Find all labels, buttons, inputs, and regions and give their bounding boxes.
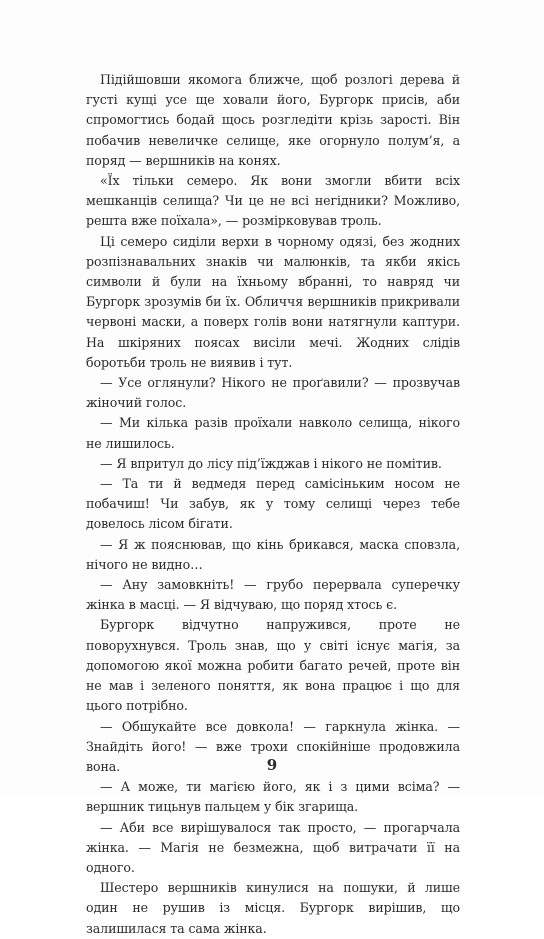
dialogue-line: — Аби все вирішувалося так просто, — прогарчала жінка. — Магія не безмежна, щоб витрачати її на одного. <box>86 819 460 875</box>
page-number: 9 <box>266 756 278 774</box>
paragraph: «Їх тільки семеро. Як вони змогли вбити всіх мешканців селища? Чи це не всі негідники? Можливо, решта вже поїхала», — розмірковував троль. <box>86 173 460 229</box>
dialogue-line: — Я ж пояснював, що кінь брикався, маска сповзла, нічого не видно… <box>86 536 460 572</box>
paragraph: Шестеро вершників кинулися на пошуки, й лише один не рушив із місця. Бургорк вирішив, що залишилася та сама жінка. <box>86 880 460 936</box>
paragraph: Ці семеро сиділи верхи в чорному одязі, без жодних розпізнавальних знаків чи малюнків, та якби якісь символи й були на їхньому вбранні, то навряд чи Бургорк зрозумів би їх. Обличчя вершників прикривали червоні маски, а поверх голів вони натягнули каптури. На шкіряних поясах висіли мечі. Жодних слідів боротьби троль не виявив і тут. <box>86 233 460 370</box>
body-text <box>86 70 460 939</box>
dialogue-line: — Усе оглянули? Нікого не проґавили? — прозвучав жіночий голос. <box>86 375 460 411</box>
dialogue-line: — Обшукайте все довкола! — гаркнула жінка. — Знайдіть його! — вже трохи спокійніше продовжила вона. <box>86 718 460 774</box>
paragraph: Бургорк відчутно напружився, проте не поворухнувся. Троль знав, що у світі існує магія, за допомогою якої можна робити багато речей, проте він не мав і зеленого поняття, як вона працює і що для цього потрібно. <box>86 617 460 714</box>
paragraph: Підійшовши якомога ближче, щоб розлогі дерева й густі кущі усе ще ховали його, Бургорк присів, аби спромогтись бодай щось розгледіти крізь зарості. Він побачив невеличке селище, яке огорнуло полум’я, а поряд — вершників на конях. <box>86 72 460 168</box>
dialogue-line: — Ми кілька разів проїхали навколо селища, нікого не лишилось. <box>86 415 460 451</box>
dialogue-line: — Я впритул до лісу під’їжджав і нікого не помітив. <box>100 455 442 471</box>
dialogue-line: — А може, ти магією його, як і з цими всіма? — вершник тицьнув пальцем у бік згарища. <box>86 779 460 815</box>
dialogue-line: — Ану замовкніть! — грубо перервала суперечку жінка в масці. — Я відчуваю, що поряд хтось є. <box>86 577 460 613</box>
dialogue-line: — Та ти й ведмедя перед самісіньким носом не побачиш! Чи забув, як у тому селищі через тебе довелось лісом бігати. <box>86 476 460 532</box>
